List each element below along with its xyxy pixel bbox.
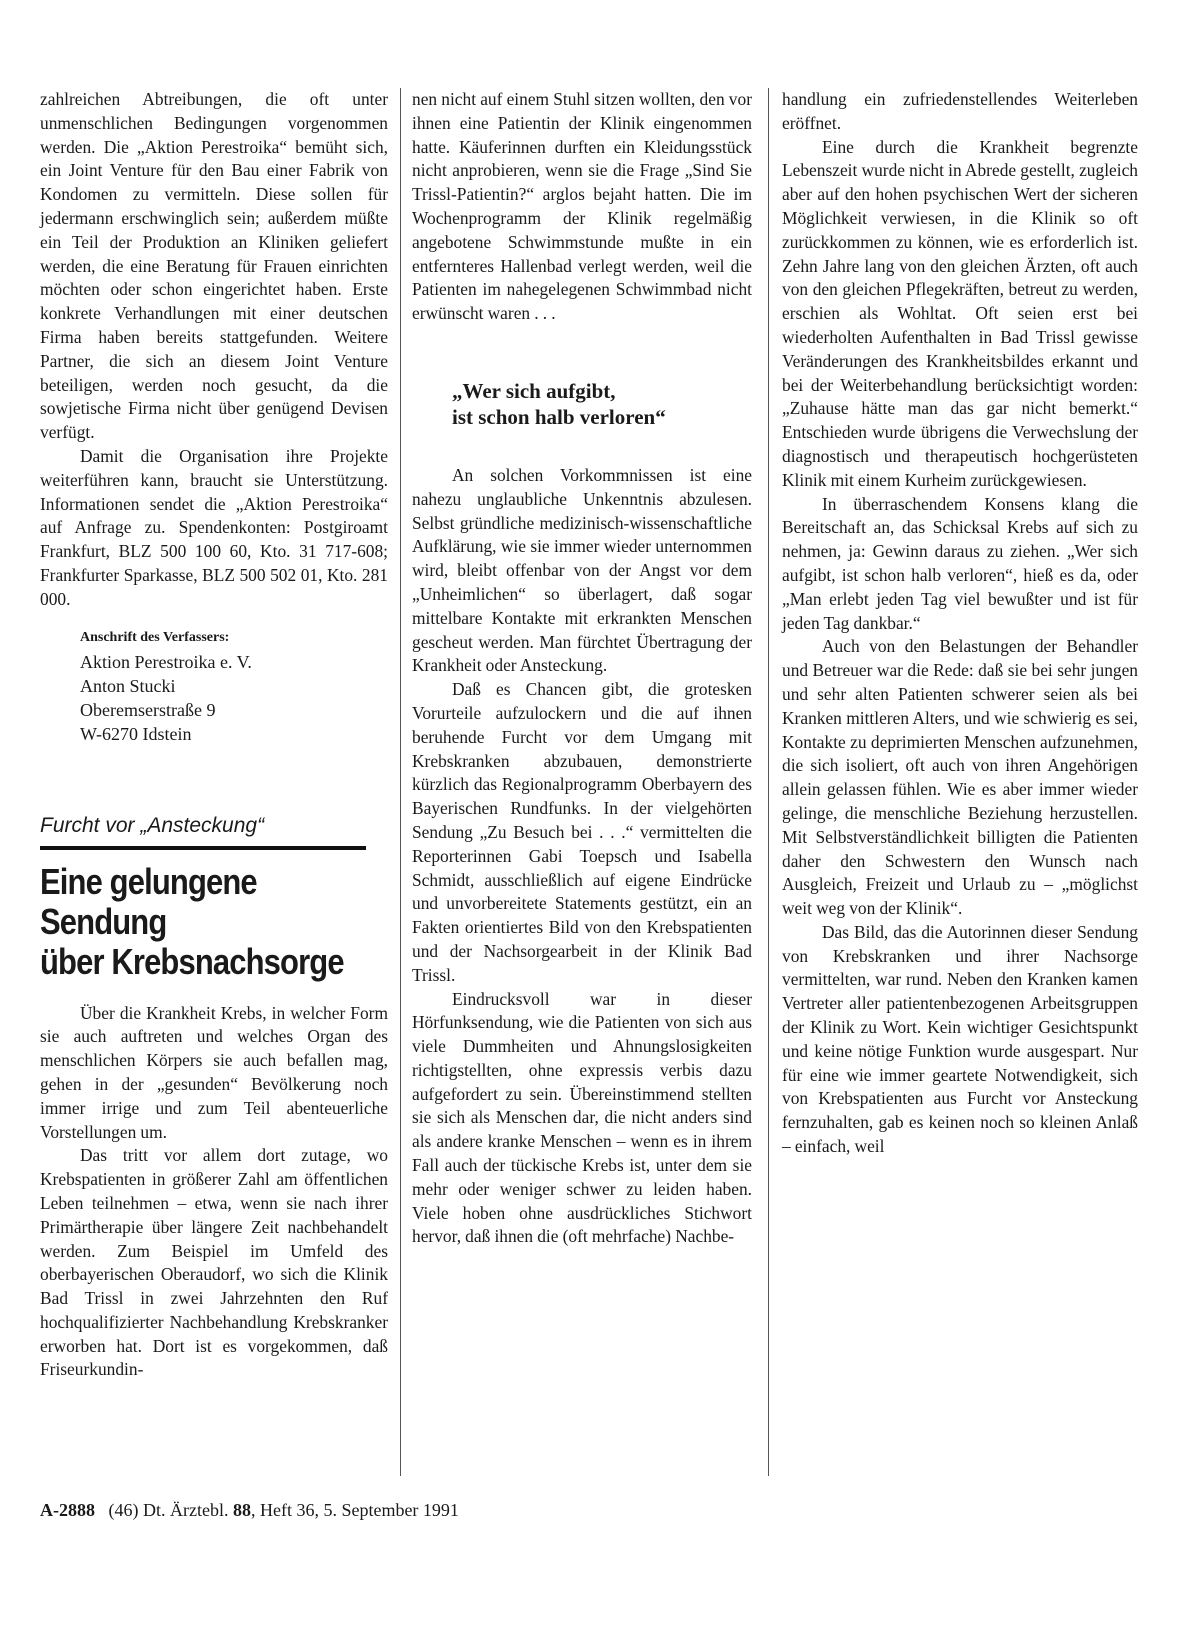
- address-heading: Anschrift des Verfassers:: [80, 629, 230, 645]
- paragraph: Eindrucksvoll war in dieser Hörfunksendung, wie die Patienten von sich aus viele Dummheiten und Ahnungslosigkeiten richtigstellten, ohne expressis verbis dazu aufgefordert zu sein. Übereinstimmend stellten sie sich als Menschen dar, die nicht anders sind als andere kranke Menschen – wenn es in ihrem Fall auch der tückische Krebs ist, unter dem sie mehr oder weniger schwer zu leiden haben. Viele hoben ohne ausdrückliches Stichwort hervor, daß ihnen die (oft mehrfache) Nachbe-: [412, 988, 752, 1247]
- paragraph: In überraschendem Konsens klang die Bereitschaft an, das Schicksal Krebs auf sich zu nehmen, ja: Gewinn daraus zu ziehen. „Wer sich aufgibt, ist schon halb verloren“, hieß es da, oder „Man erlebt jeden Tag viel bewußter und ist für jeden Tag dankbar.“: [782, 493, 1138, 633]
- paragraph: Das Bild, das die Autorinnen dieser Sendung von Krebskranken und ihrer Nachsorge vermittelten, war rund. Neben den Kranken kamen Vertreter aller patientenbezogenen Arbeitsgruppen der Klinik zu Wort. Kein wichtiger Gesichtspunkt und keine nötige Funktion wurde ausgespart. Nur für eine wie immer geartete Notwendigkeit, sich von Krebspatienten aus Furcht vor Ansteckung fernzuhalten, gab es keinen noch so kleinen Anlaß – einfach, weil: [782, 921, 1138, 1157]
- article-headline: [40, 862, 384, 982]
- page-code: A-2888: [40, 1500, 95, 1520]
- subheading: [452, 378, 752, 430]
- column-3: [782, 88, 1138, 1159]
- address-line: W-6270 Idstein: [80, 723, 192, 744]
- paragraph: An solchen Vorkommnissen ist eine nahezu unglaubliche Unkenntnis abzulesen. Selbst gründliche medizinisch-wissenschaftliche Aufklärung, wie sie immer wieder unternommen wird, bleibt offenbar von der Angst vor dem „Unheimlichen“ so überlagert, daß sogar mittelbare Kontakte mit erkrankten Menschen gescheut werden. Man fürchtet Übertragung der Krankheit oder Ansteckung.: [412, 464, 752, 676]
- kicker-underline: [40, 846, 366, 850]
- paragraph: nen nicht auf einem Stuhl sitzen wollten, den vor ihnen eine Patientin der Klinik eingenommen hatte. Käuferinnen durften ein Kleidungsstück nicht anprobieren, wenn sie die Frage „Sind Sie Trissl-Patientin?“ arglos bejaht hatten. Die im Wochenprogramm der Klinik regelmäßig angebotene Schwimmstunde mußte in ein entfernteres Hallenbad verlegt werden, weil die Patienten im nahegelegenen Schwimmbad nicht erwünscht waren . . .: [412, 89, 752, 324]
- page-footer: [40, 1498, 459, 1522]
- paragraph: Das tritt vor allem dort zutage, wo Krebspatienten in größerer Zahl am öffentlichen Leben teilnehmen – etwa, wenn sie nach ihrer Primärtherapie über längere Zeit nachbehandelt werden. Zum Beispiel im Umfeld des oberbayerischen Oberaudorf, wo sich die Klinik Bad Trissl in zwei Jahrzehnten den Ruf hochqualifizierter Nachbehandlung Krebskranker erworben hat. Dort ist es vorgekommen, daß Friseurkundin-: [40, 1145, 388, 1380]
- paragraph: Auch von den Belastungen der Behandler und Betreuer war die Rede: daß sie bei sehr jungen und sehr alten Patienten schwerer seien als bei Kranken mittleren Alters, und wie schwierig es sei, Kontakte zu deprimierten Menschen aufzunehmen, die sich isoliert, oft auch von ihren Angehörigen allein gelassen fühlen. Wie es aber immer wieder gelinge, die menschliche Beziehung herzustellen. Mit Selbstverständlichkeit billigten die Patienten daher den Schwestern den Wunsch nach Ausgleich, Freizeit und Urlaub zu – „möglichst weit weg von der Klinik“.: [782, 636, 1138, 919]
- journal-issue: , Heft 36, 5. September 1991: [250, 1500, 459, 1520]
- column-1: [40, 88, 388, 1382]
- paragraph: Daß es Chancen gibt, die grotesken Vorurteile aufzulockern und die auf ihnen beruhende Furcht vor dem Umgang mit Krebskranken abzubauen, demonstrierte kürzlich das Regionalprogramm Oberbayern des Bayerischen Rundfunks. In der vielgehörten Sendung „Zu Besuch bei . . .“ vermittelten die Reporterinnen Gabi Toepsch und Isabella Schmidt, ausschließlich auf eigene Eindrücke und unvorbereitete Statements gestützt, ein an Fakten orientiertes Bild von den Krebspatienten und der Nachsorgearbeit in der Klinik Bad Trissl.: [412, 679, 752, 985]
- address-line: Anton Stucki: [80, 675, 176, 696]
- address-line: Aktion Perestroika e. V.: [80, 651, 252, 672]
- paragraph: Damit die Organisation ihre Projekte weiterführen kann, braucht sie Unterstützung. Informationen sendet die „Aktion Perestroika“ auf Anfrage zu. Spendenkonten: Postgiroamt Frankfurt, BLZ 500 100 60, Kto. 31 717-608; Frankfurter Sparkasse, BLZ 500 502 01, Kto. 281 000.: [40, 445, 388, 609]
- address-line: Oberemserstraße 9: [80, 699, 216, 720]
- headline-line: Eine gelungene Sendung: [40, 860, 257, 942]
- paragraph: Eine durch die Krankheit begrenzte Lebenszeit wurde nicht in Abrede gestellt, zugleich aber auf den hohen psychischen Wert der sicheren Möglichkeit verwiesen, in die Klinik so oft zurückkommen zu können, wie es erforderlich ist. Zehn Jahre lang von den gleichen Ärzten, oft auch von den gleichen Pflegekräften, betreut zu werden, erschien als Wohltat. Oft seien erst bei wiederholten Aufenthalten in Bad Trissl gewisse Veränderungen des Krankheitsbildes erkannt und bei der Weiterbehandlung berücksichtigt worden: „Zuhause hätte man das gar nicht bemerkt.“ Entschieden wurde übrigens die Verwechslung der diagnostisch und therapeutisch hochgerüsteten Klinik mit einem Kurheim zurückgewiesen.: [782, 136, 1138, 490]
- paragraph: handlung ein zufriedenstellendes Weiterleben eröffnet.: [782, 89, 1138, 133]
- paragraph: zahlreichen Abtreibungen, die oft unter unmenschlichen Bedingungen vorgenommen werden. Die „Aktion Perestroika“ bemüht sich, ein Joint Venture für den Bau einer Fabrik von Kondomen zu vermitteln. Diese sollen für jedermann erschwinglich sein; außerdem müßte ein Teil der Produktion an Kliniken geliefert werden, die eine Beratung für Frauen einrichten möchten oder schon eingerichtet haben. Erste konkrete Verhandlungen mit einer deutschen Firma haben bereits stattgefunden. Weitere Partner, die sich an diesem Joint Venture beteiligen, werden noch gesucht, da die sowjetische Firma nicht über genügend Devisen verfügt.: [40, 89, 388, 443]
- headline-line: über Krebsnachsorge: [40, 940, 344, 982]
- article-kicker: Furcht vor „Ansteckung“: [40, 813, 265, 837]
- subheading-line: „Wer sich aufgibt,: [452, 378, 616, 403]
- paragraph: Über die Krankheit Krebs, in welcher Form sie auch auftreten und welches Organ des menschlichen Körpers sie auch befallen mag, gehen in der „gesunden“ Bevölkerung noch immer irrige und zum Teil abenteuerliche Vorstellungen um.: [40, 1002, 388, 1142]
- journal-citation: (46) Dt. Ärztebl.: [108, 1500, 233, 1520]
- column-2: [412, 88, 752, 1249]
- column-divider: [768, 88, 769, 1476]
- subheading-line: ist schon halb verloren“: [452, 404, 666, 429]
- journal-volume: 88: [232, 1500, 251, 1520]
- column-divider: [400, 88, 401, 1476]
